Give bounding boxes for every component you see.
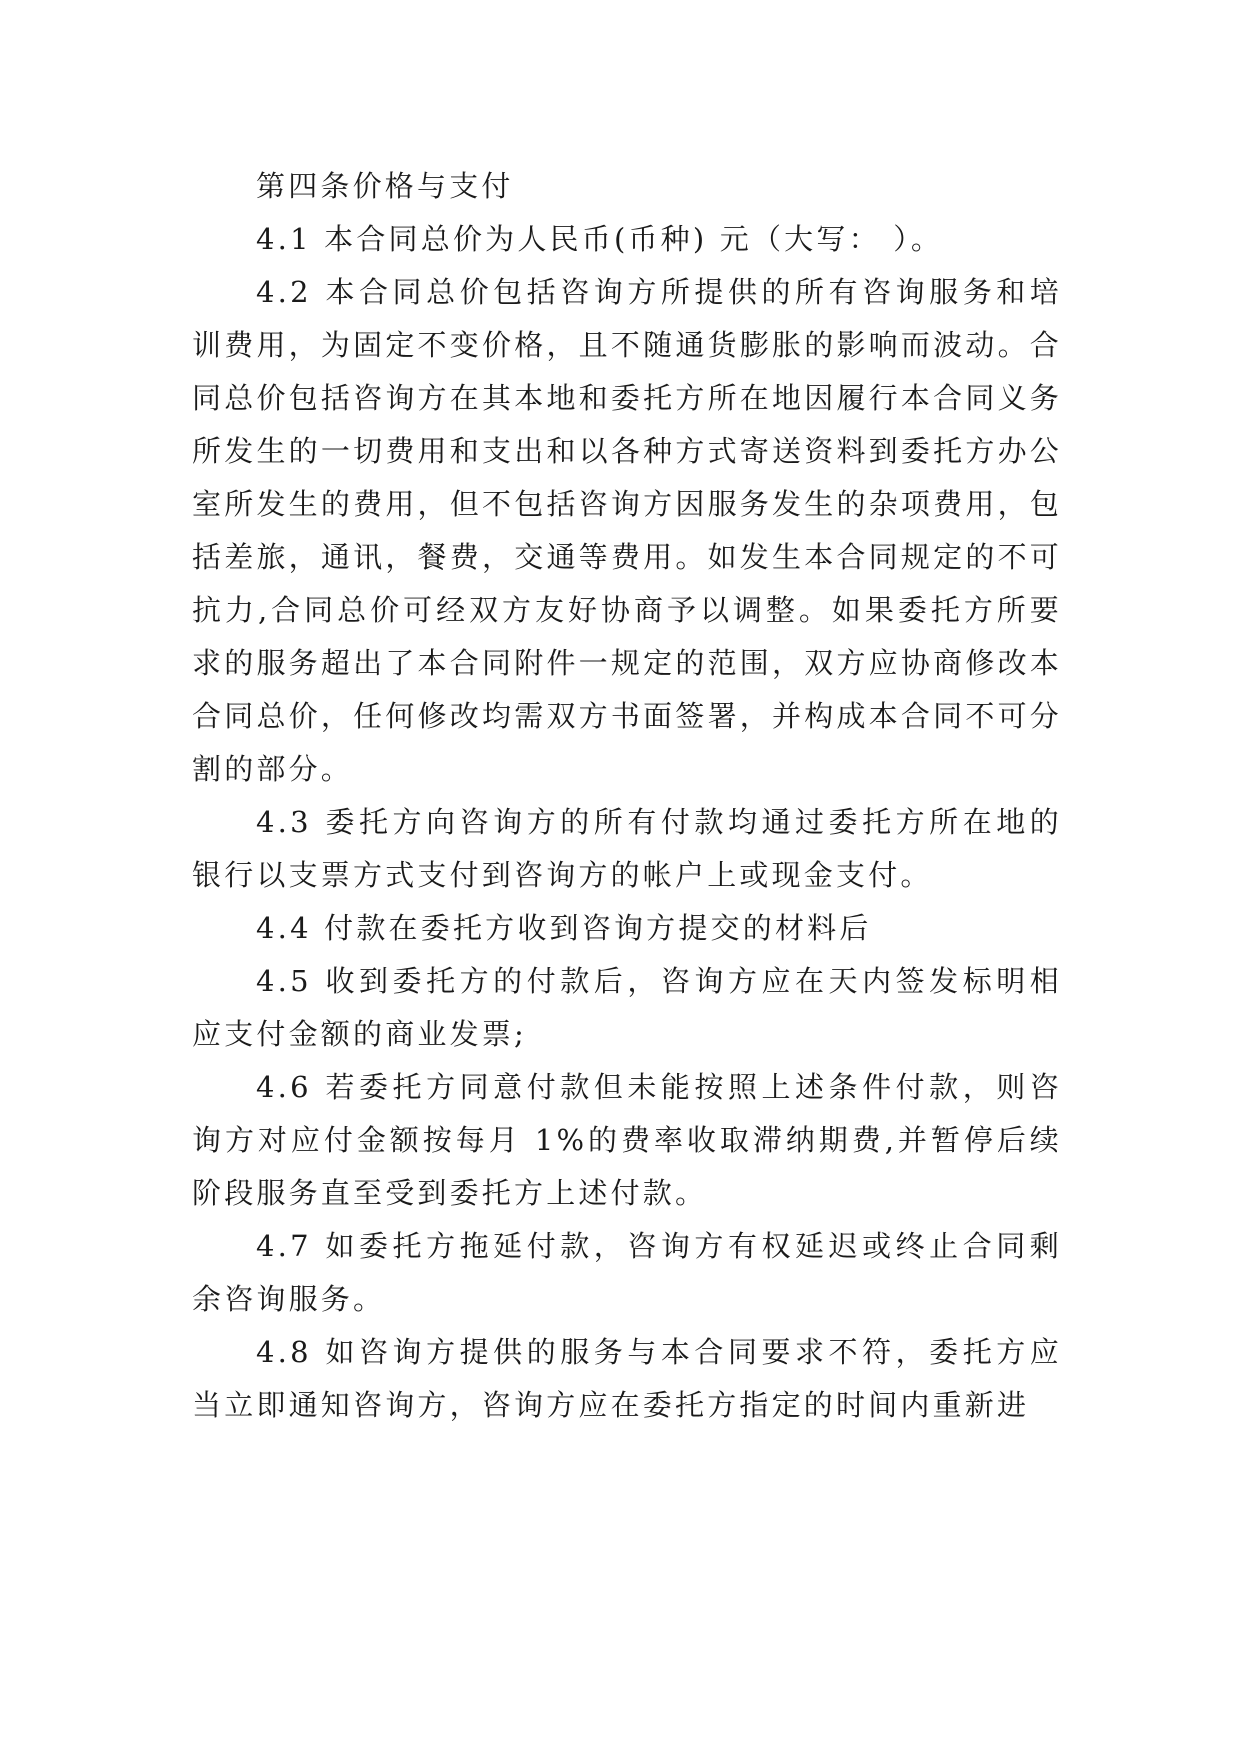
document-body — [192, 160, 1062, 1432]
clause-4-6: 4.6 若委托方同意付款但未能按照上述条件付款，则咨询方对应付金额按每月 1%的费率收取滞纳期费,并暂停后续阶段服务直至受到委托方上述付款。 — [192, 1070, 1062, 1210]
clause-4-1: 4.1 本合同总价为人民币(币种) 元（大写： ）。 — [256, 222, 944, 256]
clause-4-7: 4.7 如委托方拖延付款，咨询方有权延迟或终止合同剩余咨询服务。 — [192, 1229, 1062, 1316]
clause-4-2: 4.2 本合同总价包括咨询方所提供的所有咨询服务和培训费用，为固定不变价格，且不随通货膨胀的影响而波动。合同总价包括咨询方在其本地和委托方所在地因履行本合同义务所发生的一切费用和支出和以各种方式寄送资料到委托方办公室所发生的费用，但不包括咨询方因服务发生的杂项费用，包括差旅，通讯，餐费，交通等费用。如发生本合同规定的不可抗力,合同总价可经双方友好协商予以调整。如果委托方所要求的服务超出了本合同附件一规定的范围，双方应协商修改本合同总价，任何修改均需双方书面签署，并构成本合同不可分割的部分。 — [192, 275, 1062, 786]
clause-4-3: 4.3 委托方向咨询方的所有付款均通过委托方所在地的银行以支票方式支付到咨询方的帐户上或现金支付。 — [192, 805, 1062, 892]
section-heading: 第四条价格与支付 — [256, 169, 514, 203]
clause-4-8: 4.8 如咨询方提供的服务与本合同要求不符，委托方应当立即通知咨询方，咨询方应在委托方指定的时间内重新进 — [192, 1335, 1062, 1422]
clause-4-4: 4.4 付款在委托方收到咨询方提交的材料后 — [256, 911, 872, 945]
clause-4-5: 4.5 收到委托方的付款后，咨询方应在天内签发标明相应支付金额的商业发票; — [192, 964, 1062, 1051]
